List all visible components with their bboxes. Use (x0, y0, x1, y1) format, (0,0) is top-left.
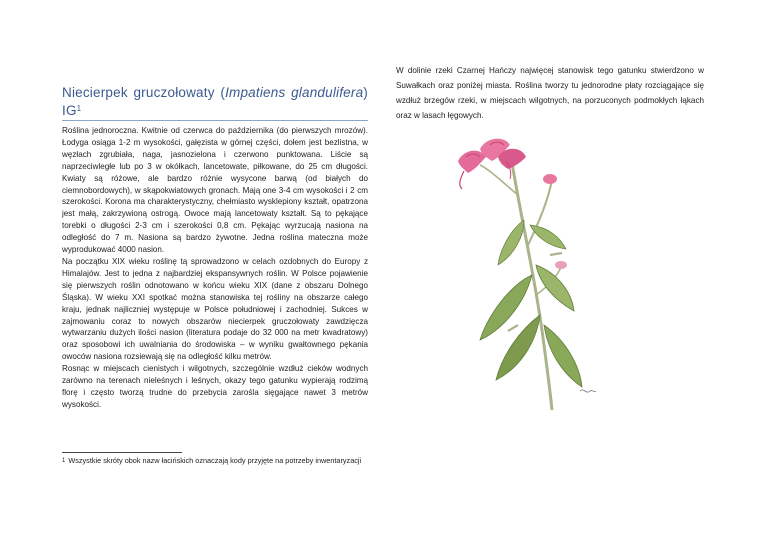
paragraph-morphology: Roślina jednoroczna. Kwitnie od czerwca do października (do pierwszych mrozów). Łodyga osiąga 1-2 m wysokości, gałęzista w górnej części, dołem jest bezlistna, w węzłach zgrubiała, naga, jasnozielona i czerwono punktowana. Liście są naprzeciwległe lub po 3 w okółkach, lancetowate, piłkowane, do 25 cm długości. Kwiaty są różowe, ale bardzo różnie wysycone barwą (od białych do ciemnobordowych), w skąpokwiatowych gronach. Mają one 3-4 cm wysokości i 2 cm szerokości. Korona ma charakterystyczny, chełmiasto wysklepiony kształt, opatrzona jest małą, zakrzywioną ostrogą. Owoce mają lancetowaty kształt. Są to pękające torebki o długości 2-3 cm i szerokości 0,8 cm. Pękając wyrzucają nasiona na odległość do 7 m. Nasiona są bardzo żywotne. Jedna roślina mateczna może wyprodukować 4000 nasion. (62, 126, 368, 255)
title-suffix: ) IG (62, 85, 368, 118)
footnote (62, 456, 368, 466)
local-distribution-text: W dolinie rzeki Czarnej Hańczy najwięcej stanowisk tego gatunku stwierdzono w Suwałkach oraz poniżej miasta. Roślina tworzy tu jednorodne płaty rozciągające się wzdłuż brzegów rzeki, w miejscach wilgotnych, na porzuconych podmokłych łąkach oraz w lasach łęgowych. (396, 66, 704, 120)
plant-leaf (498, 220, 524, 265)
page-title (62, 84, 368, 120)
impatiens-plant-illustration (440, 125, 610, 415)
footnote-text: Wszystkie skróty obok nazw łacińskich oznaczają kody przyjęte na potrzeby inwentaryzacji (68, 456, 362, 465)
plant-flower-bud (555, 261, 567, 269)
plant-flower (498, 149, 526, 179)
plant-leaf (530, 225, 566, 249)
plant-seed-pod (508, 325, 518, 331)
plant-flower-bud (543, 174, 557, 184)
description-text (62, 125, 368, 411)
title-prefix: Niecierpek gruczołowaty ( (62, 85, 226, 100)
title-latin-name: Impatiens glandulifera (225, 85, 364, 100)
paragraph-habitat: Rosnąc w miejscach cienistych i wilgotnych, szczególnie wzdłuż cieków wodnych zarówno na terenach nieleśnych i leśnych, okazy tego gatunku wypierają rodzimą florę i często tworzą trudne do przebycia zarośla sięgające nawet 3 metrów wysokości. (62, 364, 368, 409)
footnote-reference[interactable]: 1 (76, 104, 82, 113)
paragraph-history: Na początku XIX wieku roślinę tą sprowadzono w celach ozdobnych do Europy z Himalajów. Jest to jedna z najbardziej ekspansywnych roślin. W Polsce pojawienie się pierwszych roślin odnotowano w końcu wieku XIX (dane z obszaru Dolnego Śląska). W wieku XXI spotkać można stanowiska tej rośliny na obszarze całego kraju, jednak najliczniej występuje w Polsce południowej i zachodniej. Sukces w zajmowaniu coraz to nowych obszarów niecierpek gruczołowaty zawdzięcza wytwarzaniu dużych ilości nasion (literatura podaje do 32 000 na metr kwadratowy) oraz sposobowi ich uwalniania do środowiska – w wyniku gwałtownego pękania owoców nasiona rozsiewają się na odległość kilku metrów. (62, 256, 368, 362)
plant-flower (458, 151, 486, 189)
title-underline (62, 120, 368, 121)
footnote-mark: 1 (62, 458, 66, 464)
plant-seed-pod (550, 253, 562, 255)
footnote-separator (62, 452, 182, 453)
plant-leaf (536, 265, 574, 311)
artist-signature (580, 390, 596, 392)
